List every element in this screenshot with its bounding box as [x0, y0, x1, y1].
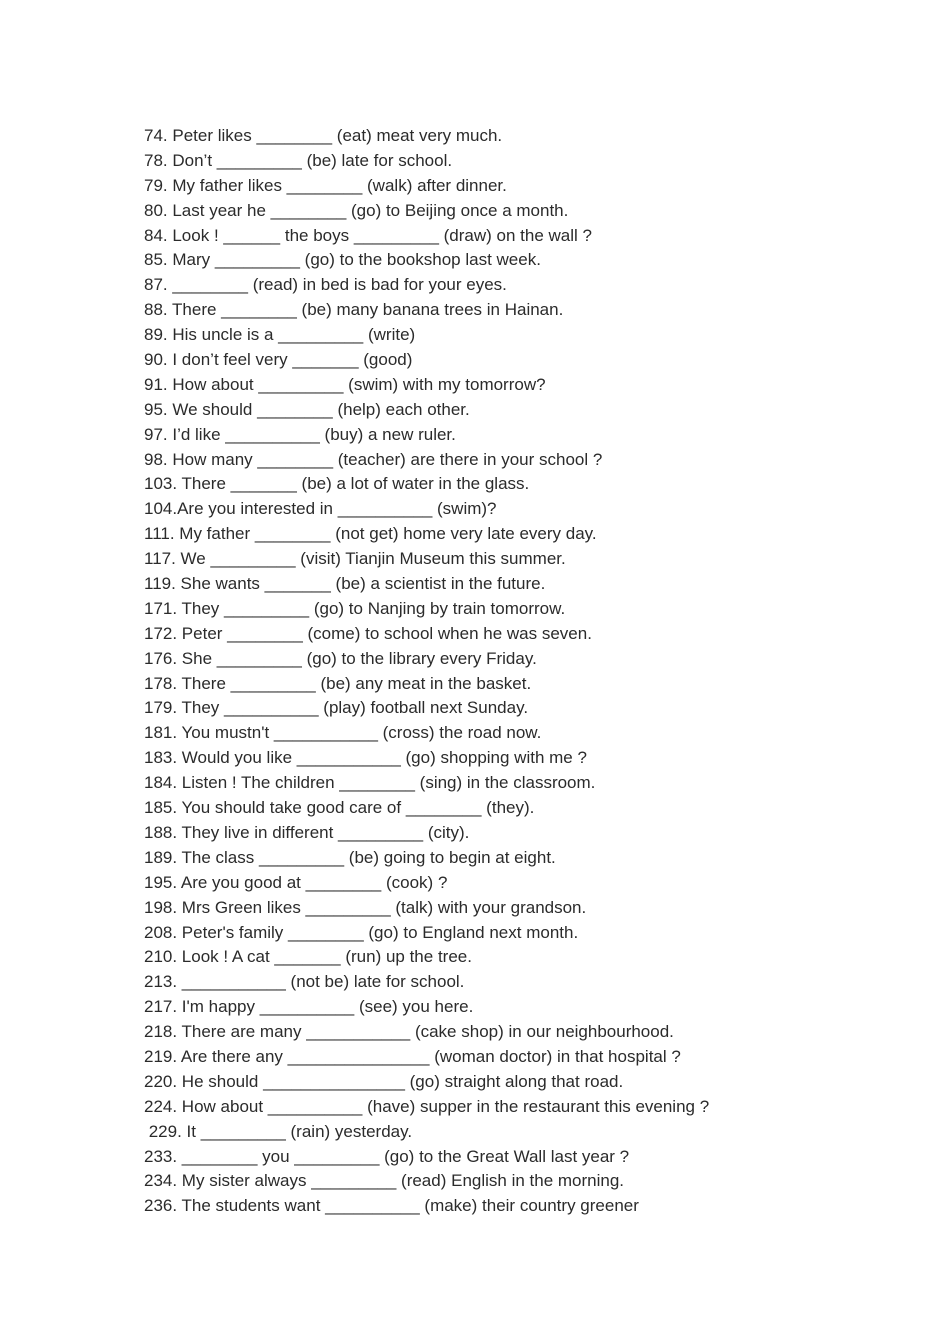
exercise-line: 171. They _________ (go) to Nanjing by train tomorrow. — [144, 598, 566, 618]
exercise-line: 87. ________ (read) in bed is bad for your eyes. — [144, 275, 507, 295]
exercise-line: 179. They __________ (play) football next Sunday. — [144, 698, 529, 718]
exercise-line: 184. Listen ! The children ________ (sing) in the classroom. — [144, 773, 596, 793]
exercise-line: 220. He should _______________ (go) straight along that road. — [144, 1071, 624, 1091]
exercise-line: 195. Are you good at ________ (cook) ? — [144, 872, 448, 892]
exercise-line: 229. It _________ (rain) yesterday. — [144, 1121, 413, 1141]
exercise-line: 233. ________ you _________ (go) to the Great Wall last year ? — [144, 1146, 630, 1166]
exercise-line: 90. I don’t feel very _______ (good) — [144, 350, 413, 370]
exercise-line: 176. She _________ (go) to the library every Friday. — [144, 648, 537, 668]
exercise-line: 80. Last year he ________ (go) to Beijing once a month. — [144, 200, 569, 220]
exercise-line: 218. There are many ___________ (cake shop) in our neighbourhood. — [144, 1022, 674, 1042]
exercise-line: 111. My father ________ (not get) home very late every day. — [144, 524, 597, 544]
exercise-line: 88. There ________ (be) many banana trees in Hainan. — [144, 300, 564, 320]
exercise-line: 234. My sister always _________ (read) English in the morning. — [144, 1171, 625, 1191]
exercise-line: 178. There _________ (be) any meat in the basket. — [144, 673, 532, 693]
exercise-line: 224. How about __________ (have) supper in the restaurant this evening ? — [144, 1096, 710, 1116]
exercise-line: 117. We _________ (visit) Tianjin Museum this summer. — [144, 549, 566, 569]
exercise-line: 119. She wants _______ (be) a scientist in the future. — [144, 574, 546, 594]
exercise-line: 213. ___________ (not be) late for school. — [144, 972, 465, 992]
exercise-line: 89. His uncle is a _________ (write) — [144, 325, 416, 345]
exercise-line: 97. I’d like __________ (buy) a new ruler. — [144, 424, 456, 444]
exercise-line: 185. You should take good care of ________ (they). — [144, 798, 535, 818]
exercise-line: 219. Are there any _______________ (woman doctor) in that hospital ? — [144, 1046, 681, 1066]
exercise-line: 91. How about _________ (swim) with my tomorrow? — [144, 374, 546, 394]
exercise-line: 84. Look ! ______ the boys _________ (draw) on the wall ? — [144, 225, 592, 245]
exercise-line: 208. Peter's family ________ (go) to England next month. — [144, 922, 579, 942]
exercise-line: 210. Look ! A cat _______ (run) up the tree. — [144, 947, 472, 967]
exercise-line: 103. There _______ (be) a lot of water in the glass. — [144, 474, 530, 494]
exercise-list — [144, 124, 924, 1219]
exercise-line: 198. Mrs Green likes _________ (talk) with your grandson. — [144, 897, 587, 917]
exercise-line: 98. How many ________ (teacher) are there in your school ? — [144, 449, 603, 469]
exercise-line: 236. The students want __________ (make) their country greener — [144, 1196, 639, 1216]
exercise-line: 183. Would you like ___________ (go) shopping with me ? — [144, 748, 587, 768]
exercise-line: 79. My father likes ________ (walk) after dinner. — [144, 175, 507, 195]
exercise-line: 95. We should ________ (help) each other. — [144, 399, 470, 419]
exercise-line: 78. Don’t _________ (be) late for school. — [144, 150, 453, 170]
exercise-line: 172. Peter ________ (come) to school when he was seven. — [144, 623, 592, 643]
exercise-line: 85. Mary _________ (go) to the bookshop last week. — [144, 250, 541, 270]
exercise-line: 217. I'm happy __________ (see) you here. — [144, 997, 474, 1017]
exercise-line: 104.Are you interested in __________ (swim)? — [144, 499, 497, 519]
exercise-line: 189. The class _________ (be) going to begin at eight. — [144, 847, 556, 867]
exercise-line: 188. They live in different _________ (city). — [144, 822, 470, 842]
exercise-line: 74. Peter likes ________ (eat) meat very much. — [144, 126, 503, 145]
exercise-line: 181. You mustn't ___________ (cross) the road now. — [144, 723, 542, 743]
